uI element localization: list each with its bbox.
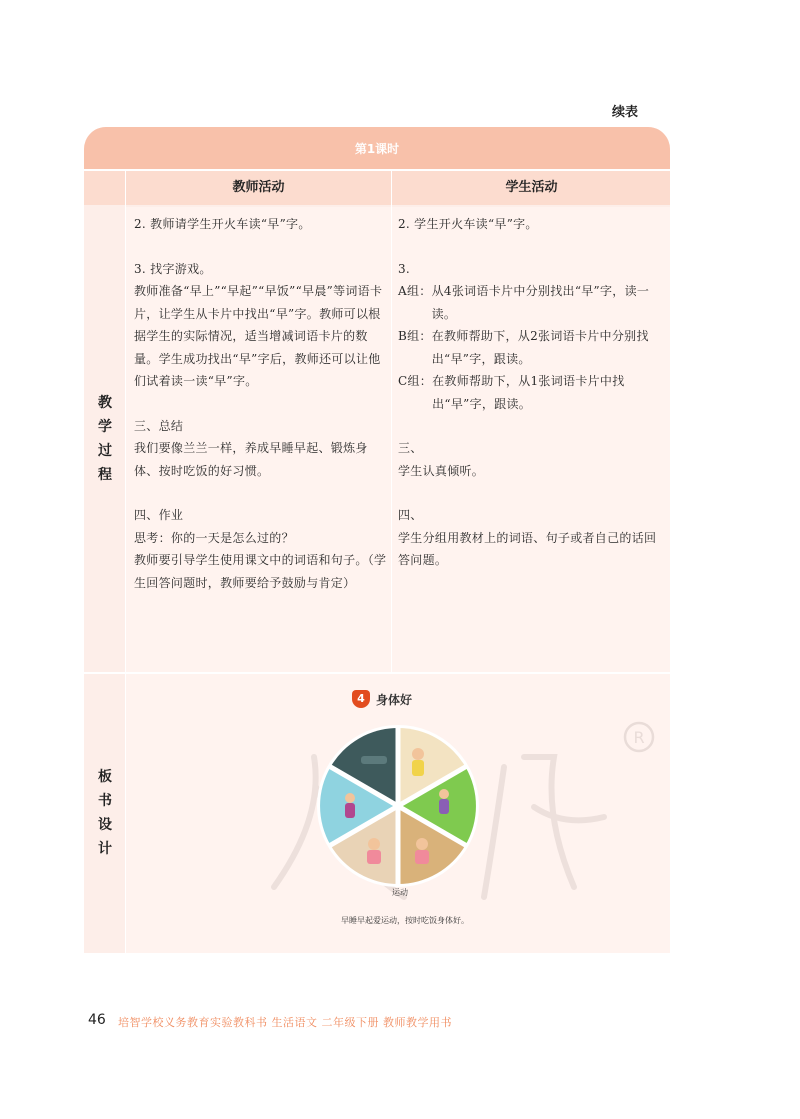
teacher-step-3-text: 教师准备“早上”“早起”“早饭”“早晨”等词语卡片，让学生从卡片中找出“早”字。教师可以根据学生的实际情况，适当增减词语卡片的数量。学生成功找出“早”字后，教师还可以让他们试着读一读“早”字。 [134, 284, 383, 388]
board-caption: 早睡早起爱运动，按时吃饭身体好。 [341, 916, 469, 925]
student-homework-text: 学生分组用教材上的词语、句子或者自己的话回答问题。 [398, 530, 657, 567]
student-summary-text: 学生认真倾听。 [398, 463, 485, 478]
lesson-title: 身体好 [376, 692, 413, 707]
board-title [352, 689, 412, 709]
student-group-b [398, 325, 664, 370]
student-group-c [398, 370, 664, 415]
column-header-student: 学生活动 [505, 180, 558, 195]
teacher-step-2: 2. 教师请学生开火车读“早”字。 [134, 217, 311, 231]
teacher-summary-heading: 三、总结 [134, 418, 184, 433]
section-label-board-design: 板 书 设 计 [98, 769, 112, 857]
wheel-caption-small: 运动 [392, 888, 408, 897]
teacher-activity-cell [134, 213, 388, 594]
teacher-homework-text: 教师要引导学生使用课文中的词语和句子。（学生回答问题时，教师要给予鼓励与肯定） [134, 553, 387, 590]
continued-label: 续表 [612, 105, 639, 120]
book-title-footer: 培智学校义务教育实验教科书 生活语文 二年级下册 教师教学用书 [118, 1016, 452, 1029]
teacher-homework-question: 思考：你的一天是怎么过的？ [134, 530, 294, 545]
student-step-3-heading: 3. [398, 261, 411, 276]
group-text: 从4张词语卡片中分别找出“早”字，读一读。 [431, 284, 650, 321]
group-key: C组： [398, 374, 433, 388]
lesson-number-badge: 4 [352, 690, 370, 708]
group-text: 在教师帮助下，从1张词语卡片中找出“早”字，跟读。 [432, 374, 625, 411]
student-summary-heading: 三、 [398, 441, 423, 455]
section-label-teaching-process: 教 学 过 程 [98, 395, 112, 483]
student-homework-heading: 四、 [398, 508, 423, 522]
table-title: 第1课时 [84, 127, 670, 169]
group-text: 在教师帮助下，从2张词语卡片中分别找出“早”字，跟读。 [431, 329, 649, 366]
column-header-teacher: 教师活动 [232, 180, 285, 195]
lesson-table [84, 127, 670, 953]
group-key: A组： [398, 284, 432, 298]
student-step-2: 2. 学生开火车读“早”字。 [398, 217, 538, 231]
group-key: B组： [398, 329, 432, 343]
table-header-row [84, 171, 670, 205]
divider [84, 169, 670, 171]
svg-text:R: R [633, 728, 645, 747]
teacher-homework-heading: 四、作业 [134, 508, 184, 522]
student-activity-cell [398, 213, 664, 572]
divider [391, 171, 392, 673]
teacher-step-3-heading: 3. 找字游戏。 [134, 261, 212, 276]
page-number: 46 [88, 1012, 106, 1028]
student-group-a [398, 280, 664, 325]
illustration-wheel [316, 724, 480, 888]
teacher-summary-text: 我们要像兰兰一样，养成早睡早起、锻炼身体、按时吃饭的好习惯。 [134, 441, 368, 478]
divider [84, 672, 670, 674]
